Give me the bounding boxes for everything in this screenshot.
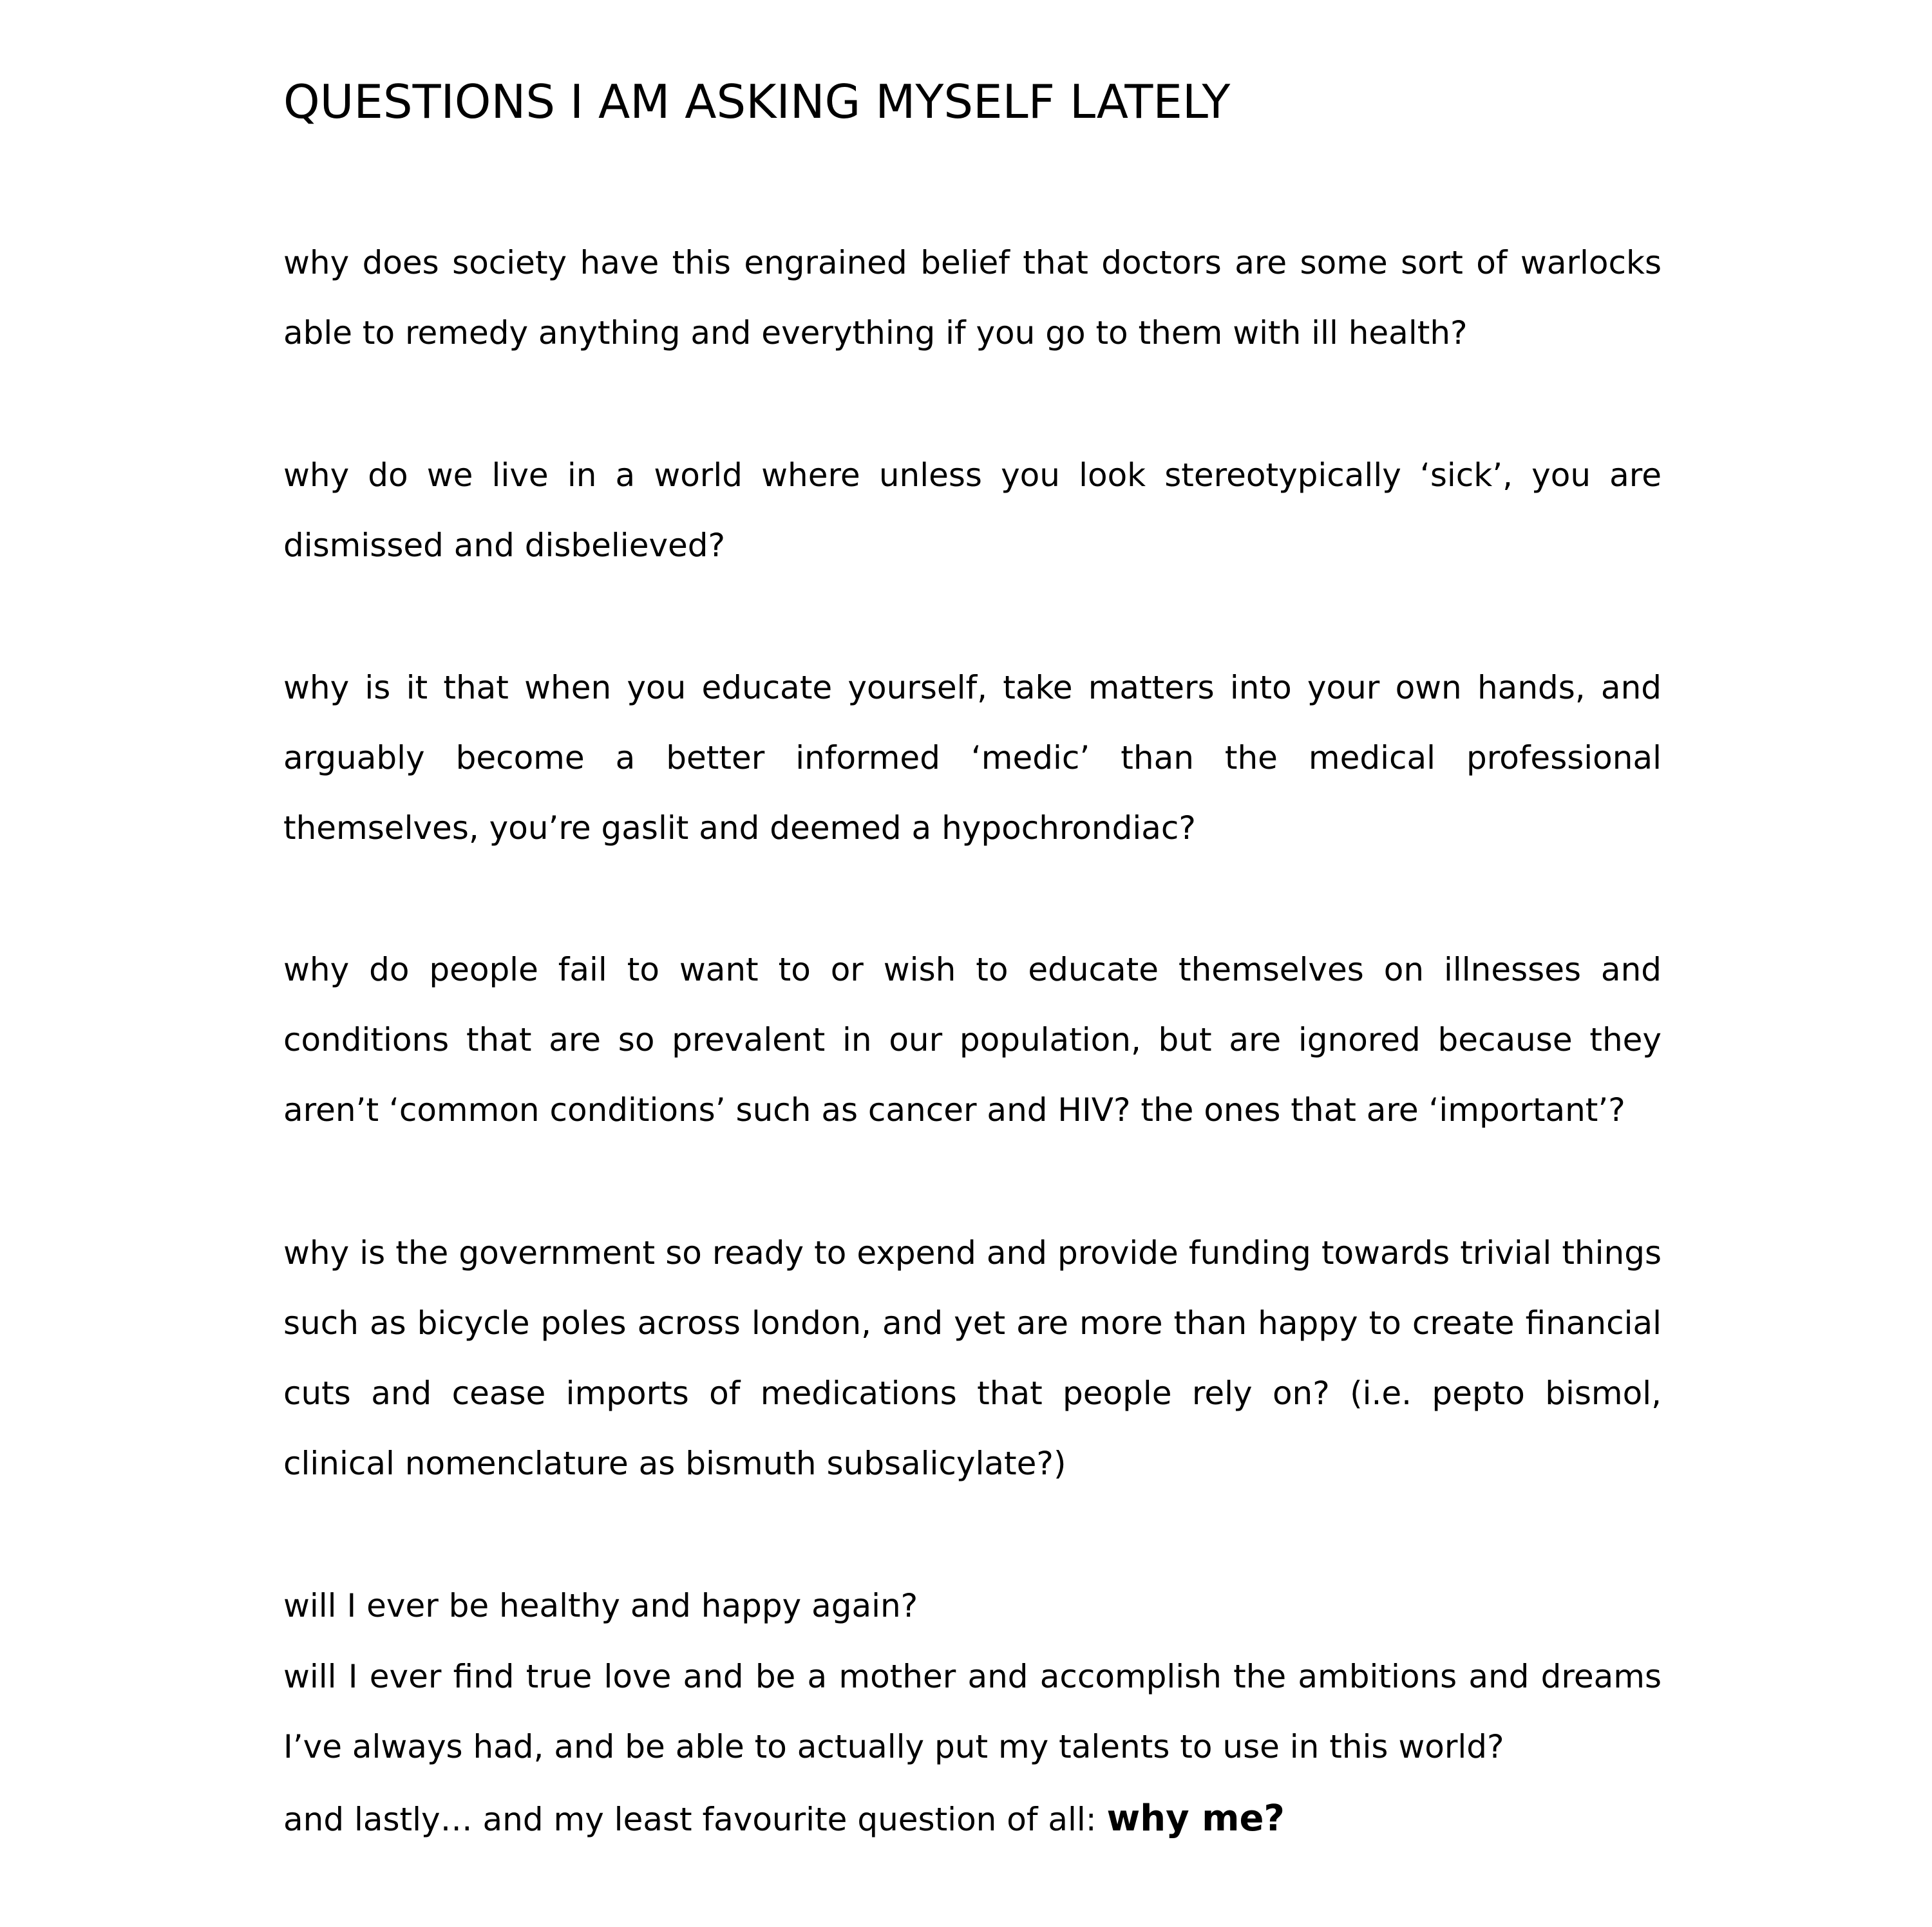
question-why-me-line bbox=[283, 1783, 1662, 1855]
paragraph-stereotypically-sick: why do we live in a world where unless you look stereotypically ‘sick’, you are dismissed and disbelieved? bbox=[283, 456, 1662, 564]
question-healthy-happy: will I ever be healthy and happy again? bbox=[283, 1587, 918, 1624]
question-true-love: will I ever find true love and be a mother and accomplish the ambitions and dreams I’ve always had, and be able to actually put my talents to use in this world? bbox=[283, 1658, 1662, 1765]
why-me-emphasis: why me? bbox=[1106, 1798, 1285, 1839]
paragraph-illnesses-conditions: why do people fail to want to or wish to educate themselves on illnesses and conditions that are so prevalent in our population, but are ignored because they aren’t ‘common conditions’ such as cancer and HIV? the ones that are ‘important’? bbox=[283, 951, 1662, 1129]
why-me-prefix: and lastly… and my least favourite question of all: bbox=[283, 1801, 1107, 1838]
paragraph-doctors: why does society have this engrained belief that doctors are some sort of warlocks able to remedy anything and everything if you go to them with ill health? bbox=[283, 244, 1662, 352]
paragraph-educate-yourself: why is it that when you educate yourself, take matters into your own hands, and arguably become a better informed ‘medic’ than the medical professional themselves, you’re gaslit and deemed a hypochrondiac? bbox=[283, 669, 1662, 847]
page-title: QUESTIONS I AM ASKING MYSELF LATELY bbox=[283, 75, 1231, 129]
paragraph-government-funding: why is the government so ready to expend and provide funding towards trivial things such as bicycle poles across london, and yet are more than happy to create financial cuts and cease imports of medications that people rely on? (i.e. pepto bismol, clinical nomenclature as bismuth subsalicylate?) bbox=[283, 1234, 1662, 1482]
